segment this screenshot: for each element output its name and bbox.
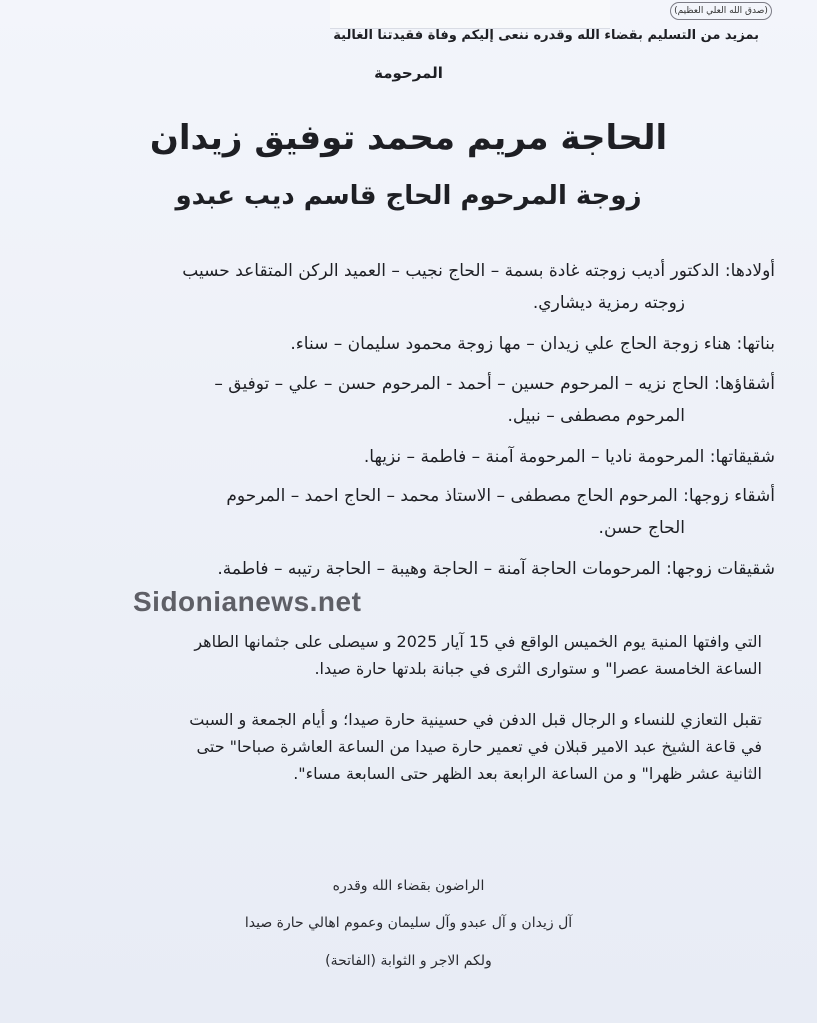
daughters-line: بناتها: هناء زوجة الحاج علي زيدان – مها زوجة محمود سليمان – سناء. (290, 334, 775, 354)
announcement-intro: بمزيد من التسليم بقضاء الله وقدره ننعى إليكم وفاة فقيدتنا الغالية (333, 28, 759, 43)
brothers-line-1: أشقاؤها: الحاج نزيه – المرحوم حسين – أحمد - المرحوم حسن – علي – توفيق – (214, 374, 775, 394)
husband-brothers-line-1: أشقاء زوجها: المرحوم الحاج مصطفى – الاستاذ محمد – الحاج احمد – المرحوم (226, 486, 775, 506)
sisters-line: شقيقاتها: المرحومة ناديا – المرحومة آمنة – فاطمة – نزيها. (363, 447, 775, 467)
funeral-line-2: الساعة الخامسة عصرا" و ستوارى الثرى في جبانة بلدتها حارة صيدا. (314, 659, 762, 678)
signature-line-3: ولكم الاجر و الثوابة (الفاتحة) (325, 953, 492, 969)
sons-line-2: زوجته رمزية ديشاري. (532, 293, 685, 313)
deceased-name: الحاجة مريم محمد توفيق زيدان (149, 118, 668, 158)
husband-brothers-line-2: الحاج حسن. (598, 518, 685, 538)
wife-of-line: زوجة المرحوم الحاج قاسم ديب عبدو (175, 181, 642, 211)
signature-line-1: الراضون بقضاء الله وقدره (332, 878, 485, 894)
site-watermark: Sidonianews.net (133, 586, 362, 617)
brothers-paragraph (35, 368, 775, 432)
deceased-label: المرحومة (374, 64, 443, 82)
sons-paragraph (35, 255, 775, 319)
condolences-paragraph (42, 706, 762, 787)
signature-line-2: آل زيدان و آل عبدو وآل سليمان وعموم اهالي حارة صيدا (244, 915, 573, 931)
funeral-paragraph (42, 628, 762, 682)
sisters-paragraph (35, 441, 775, 473)
condolences-line-1: تقبل التعازي للنساء و الرجال قبل الدفن في حسينية حارة صيدا؛ و أيام الجمعة و السبت (189, 710, 762, 729)
condolences-line-2: في قاعة الشيخ عبد الامير قبلان في تعمير حارة صيدا من الساعة العاشرة صباحا" حتى (196, 737, 762, 756)
daughters-paragraph (35, 328, 775, 360)
sons-line-1: أولادها: الدكتور أديب زوجته غادة بسمة – الحاج نجيب – العميد الركن المتقاعد حسيب (182, 261, 775, 281)
condolences-line-3: الثانية عشر ظهرا" و من الساعة الرابعة بعد الظهر حتى السابعة مساء". (293, 764, 762, 783)
husband-brothers-paragraph (35, 480, 775, 544)
brothers-line-2: المرحوم مصطفى – نبيل. (507, 406, 685, 426)
husband-sisters-paragraph (35, 553, 775, 585)
top-paper-strip (330, 0, 768, 29)
funeral-line-1: التي وافتها المنية يوم الخميس الواقع في 15 آيار 2025 و سيصلى على جثمانها الطاهر (194, 632, 762, 651)
quran-verse-badge: (صدق الله العلي العظيم) (670, 2, 772, 20)
husband-sisters-line: شقيقات زوجها: المرحومات الحاجة آمنة – الحاجة وهيبة – الحاجة رتيبه – فاطمة. (217, 559, 775, 579)
